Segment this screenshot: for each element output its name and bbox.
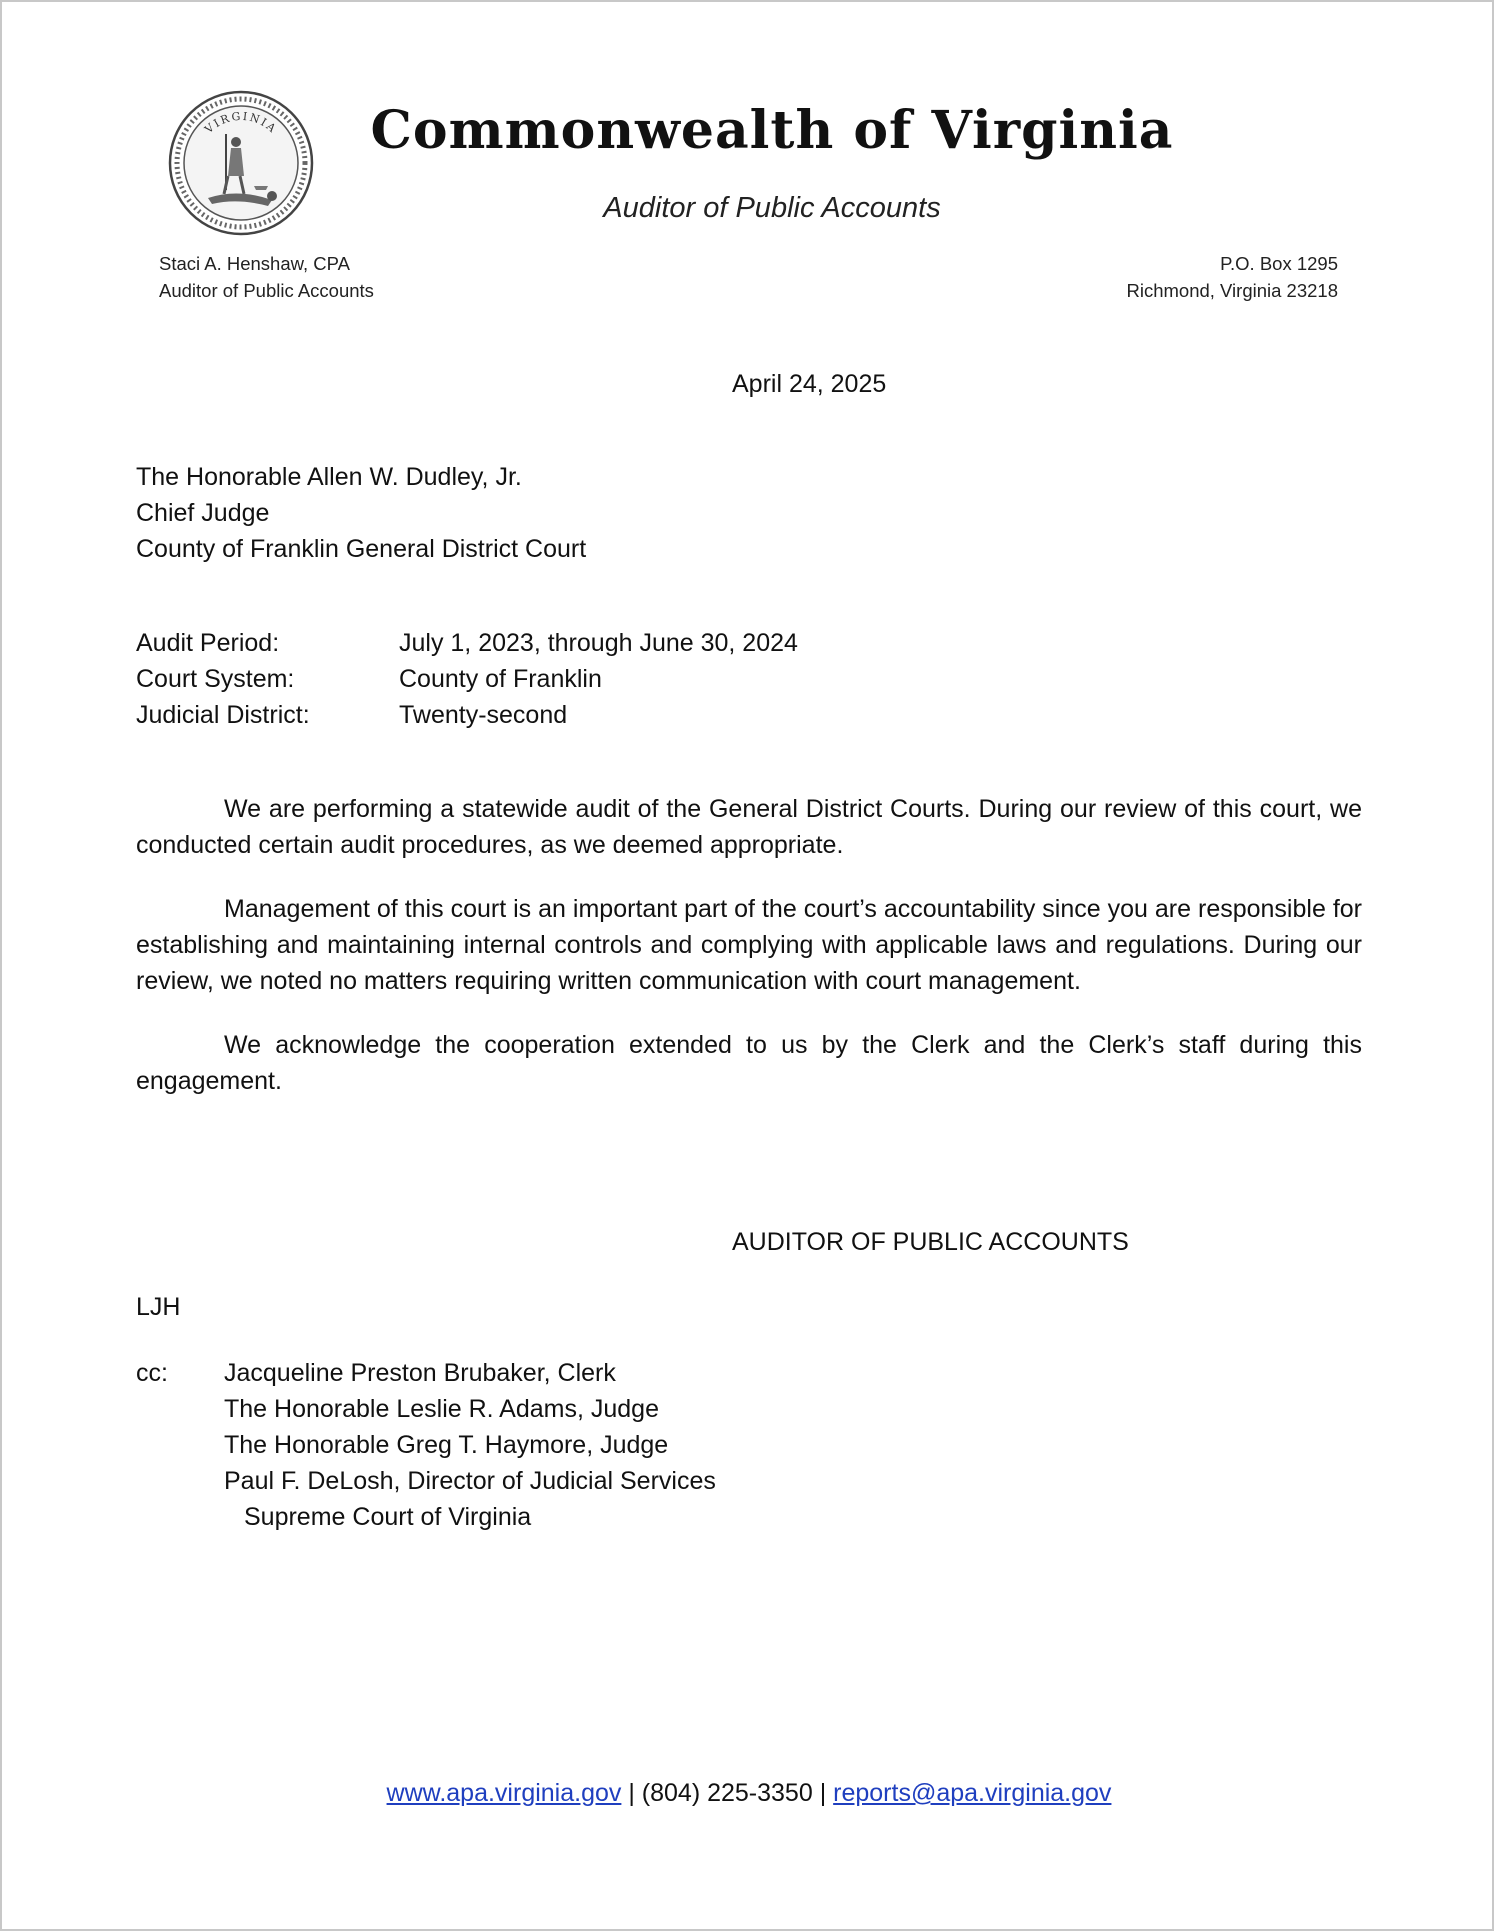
cc-item: The Honorable Leslie R. Adams, Judge — [224, 1395, 659, 1423]
letter-body — [136, 791, 1362, 1127]
email-link[interactable]: reports@apa.virginia.gov — [833, 1779, 1112, 1807]
audit-info-value: County of Franklin — [399, 665, 602, 693]
auditor-name: Staci A. Henshaw, CPA — [159, 253, 350, 274]
svg-text:VIRGINIA: VIRGINIA — [202, 109, 280, 137]
recipient-line: The Honorable Allen W. Dudley, Jr. — [136, 463, 522, 491]
recipient-line: Chief Judge — [136, 499, 270, 527]
cc-item: The Honorable Greg T. Haymore, Judge — [224, 1431, 669, 1459]
audit-info-row — [136, 625, 798, 661]
footer-separator: | — [812, 1779, 834, 1807]
cc-item: Supreme Court of Virginia — [244, 1503, 532, 1531]
audit-info-label: Court System: — [136, 665, 295, 693]
letterhead-subtitle: Auditor of Public Accounts — [603, 192, 941, 224]
po-box: P.O. Box 1295 — [1220, 253, 1338, 274]
letterhead-title: Commonwealth of Virginia — [370, 100, 1174, 161]
website-link[interactable]: www.apa.virginia.gov — [386, 1779, 622, 1807]
audit-info-label: Audit Period: — [136, 629, 280, 657]
cc-item: Paul F. DeLosh, Director of Judicial Services — [224, 1467, 716, 1495]
typist-initials: LJH — [136, 1293, 181, 1321]
phone-number: (804) 225-3350 — [641, 1779, 813, 1807]
body-paragraph: We acknowledge the cooperation extended to us by the Clerk and the Clerk’s staff during this engagement. — [136, 1031, 1362, 1095]
audit-info-row — [136, 661, 798, 697]
recipient-line: County of Franklin General District Court — [136, 535, 587, 563]
auditor-name-block — [159, 250, 374, 304]
audit-info-table — [136, 625, 798, 733]
city-state-zip: Richmond, Virginia 23218 — [1126, 280, 1338, 301]
audit-info-value: Twenty-second — [399, 701, 568, 729]
audit-info-value: July 1, 2023, through June 30, 2024 — [399, 629, 798, 657]
cc-label: cc: — [136, 1359, 168, 1387]
recipient-address — [136, 459, 586, 567]
cc-item: Jacqueline Preston Brubaker, Clerk — [224, 1359, 616, 1387]
mailing-address-block — [1126, 250, 1338, 304]
auditor-title: Auditor of Public Accounts — [159, 280, 374, 301]
audit-info-label: Judicial District: — [136, 701, 310, 729]
body-paragraph: We are performing a statewide audit of the General District Courts. During our review of this court, we conducted certain audit procedures, as we deemed appropriate. — [136, 795, 1362, 859]
footer-separator: | — [621, 1779, 642, 1807]
cc-block — [136, 1355, 716, 1535]
letter-footer — [2, 1779, 1494, 1808]
signature-block: AUDITOR OF PUBLIC ACCOUNTS — [732, 1228, 1129, 1256]
letter-date: April 24, 2025 — [732, 370, 887, 398]
body-paragraph: Management of this court is an important part of the court’s accountability since you are responsible for establishing and maintaining internal controls and complying with applicable laws and regulations. During our review, we noted no matters requiring written communication with court management. — [136, 895, 1362, 995]
cc-list — [224, 1355, 716, 1535]
audit-info-row — [136, 697, 798, 733]
virginia-state-seal-icon — [168, 90, 314, 236]
